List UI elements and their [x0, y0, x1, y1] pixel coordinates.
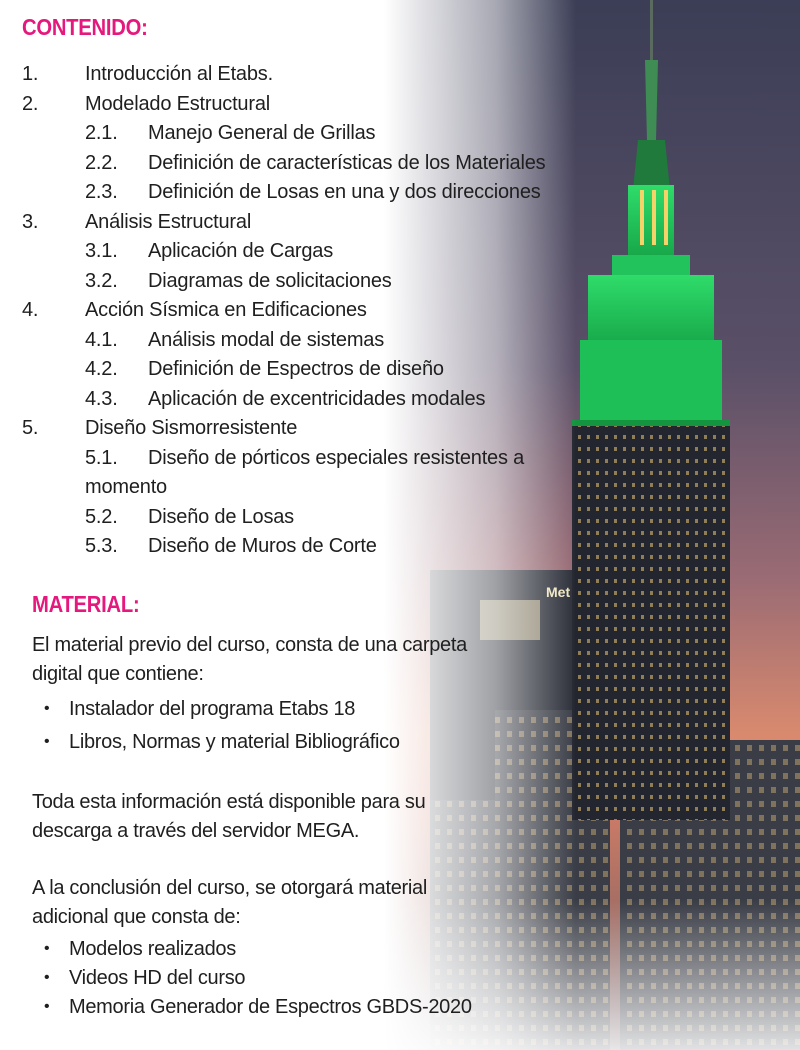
toc-item-number: 5.2. [85, 505, 118, 528]
toc-item-label: Diseño de Losas [148, 505, 294, 528]
toc-item-label: Diseño de pórticos especiales resistentes a [148, 446, 525, 469]
bullet-icon: • [44, 998, 50, 1015]
toc-item-number: 4.3. [85, 387, 118, 410]
toc-item-label: Modelado Estructural [85, 92, 270, 115]
bullet-item: Modelos realizados [69, 938, 236, 960]
contenido-heading: CONTENIDO: [22, 14, 148, 40]
toc-item-number: 5. [22, 417, 39, 439]
toc-item-number: 5.3. [85, 535, 118, 557]
toc-item-number: 3.2. [85, 269, 118, 292]
toc-item-label: Análisis modal de sistemas [148, 328, 385, 351]
toc-item-number: 4.2. [85, 358, 118, 380]
toc-item-label: Diseño de Muros de Corte [148, 535, 377, 557]
bullet-item: Instalador del programa Etabs 18 [69, 698, 356, 720]
bullet-icon: • [44, 700, 50, 717]
additional-line1: A la conclusión del curso, se otorgará material [32, 877, 428, 899]
material-heading: MATERIAL: [32, 591, 140, 617]
toc-item-label: Acción Sísmica en Edificaciones [85, 299, 367, 321]
material-intro-line2: digital que contiene: [32, 663, 204, 685]
material-intro-line1: El material previo del curso, consta de una carpeta [32, 634, 467, 656]
bullet-item: Videos HD del curso [69, 967, 246, 989]
toc-item-number: 1. [22, 63, 39, 85]
toc-item-label: Análisis Estructural [85, 210, 252, 233]
download-line2: descarga a través del servidor MEGA. [32, 820, 360, 842]
toc-item-label: Manejo General de Grillas [148, 122, 376, 144]
toc-item-number: 3.1. [85, 240, 118, 262]
toc-item-number: 2.2. [85, 151, 118, 174]
bullet-item: Memoria Generador de Espectros GBDS-2020 [69, 996, 472, 1018]
bullet-icon: • [44, 940, 50, 957]
bullet-icon: • [44, 733, 50, 750]
bullet-icon: • [44, 969, 50, 986]
toc-item-number: 4.1. [85, 328, 118, 351]
toc-item-label: Introducción al Etabs. [85, 63, 273, 85]
toc-item-label: Aplicación de excentricidades modales [148, 387, 486, 410]
download-line1: Toda esta información está disponible para su [32, 791, 426, 813]
toc-item-label: Aplicación de Cargas [148, 240, 333, 262]
toc-item-label: Diagramas de solicitaciones [148, 269, 392, 292]
toc-item-number: 4. [22, 299, 39, 321]
toc-item-label: Definición de Espectros de diseño [148, 358, 444, 380]
bullet-item: Libros, Normas y material Bibliográfico [69, 731, 400, 753]
additional-line2: adicional que consta de: [32, 906, 241, 928]
toc-item-label: Definición de Losas en una y dos direcciones [148, 181, 541, 203]
toc-item-number: 2.3. [85, 181, 118, 203]
toc-item-number: 2.1. [85, 122, 118, 144]
toc-item-label: Diseño Sismorresistente [85, 417, 298, 439]
toc-item-number: 2. [22, 92, 39, 115]
toc-item-label: momento [85, 476, 167, 498]
toc-item-label: Definición de características de los Materiales [148, 151, 546, 174]
toc-item-number: 5.1. [85, 446, 118, 469]
toc-item-number: 3. [22, 210, 39, 233]
